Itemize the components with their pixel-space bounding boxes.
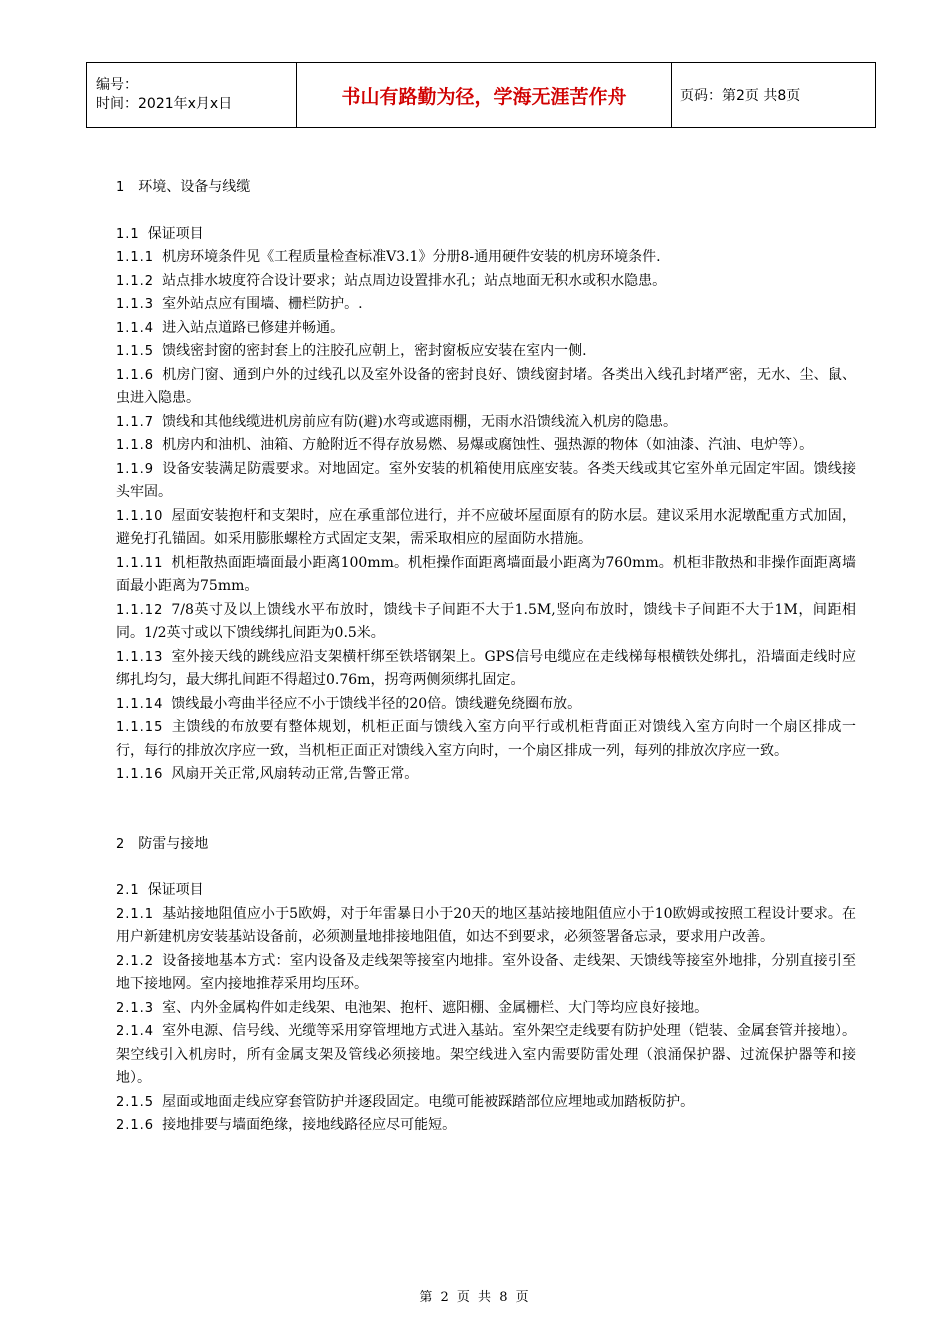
clause-text: 7/8英寸及以上馈线水平布放时，馈线卡子间距不大于1.5M,竖向布放时，馈线卡子间距不大于1M，间距相同。1/2英寸或以下馈线绑扎间距为0.5米。 (116, 601, 856, 641)
clause-text: 进入站点道路已修建并畅通。 (162, 319, 345, 336)
clause-text: 屋面安装抱杆和支架时，应在承重部位进行，并不应破坏屋面原有的防水层。建议采用水泥墩配重方式加固，避免打孔锚固。如采用膨胀螺栓方式固定支架，需采取相应的屋面防水措施。 (116, 507, 856, 547)
subsection-heading (116, 879, 856, 903)
section-title: 防雷与接地 (138, 835, 209, 852)
clause-number: 1.1.3 (116, 297, 155, 312)
clause-number: 1.1.14 (116, 696, 164, 712)
clause-text: 机柜散热面距墙面最小距离100mm。机柜操作面距离墙面最小距离为760mm。机柜非散热和非操作面距离墙面最小距离为75mm。 (116, 554, 856, 594)
clause-item (116, 364, 856, 411)
clause-number: 1.1.16 (116, 767, 164, 782)
clause-number: 1.1.15 (116, 720, 164, 735)
clause-item (116, 1091, 856, 1115)
clause-number: 1.1.8 (116, 438, 155, 453)
clause-text: 机房内和油机、油箱、方舱附近不得存放易燃、易爆或腐蚀性、强热源的物体（如油漆、汽油、电炉等）。 (162, 437, 814, 453)
section-heading (116, 833, 856, 857)
subsection-heading (116, 223, 856, 247)
subsection-number: 2.1 (116, 883, 140, 898)
header-page-label: 页码：第2页 共8页 (672, 63, 876, 128)
clause-item (116, 903, 856, 950)
header-time-label: 时间：2021年x月x日 (96, 96, 233, 112)
clause-item (116, 599, 856, 646)
clause-text: 站点排水坡度符合设计要求；站点周边设置排水孔；站点地面无积水或积水隐患。 (162, 272, 667, 289)
clause-text: 室外站点应有围墙、栅栏防护。. (162, 296, 363, 312)
header-code-label: 编号： (96, 77, 138, 93)
section-heading (116, 176, 856, 200)
clause-item (116, 997, 856, 1021)
header-meta-cell (87, 63, 297, 128)
clause-number: 2.1.5 (116, 1094, 155, 1110)
header-motto: 书山有路勤为径，学海无涯苦作舟 (297, 63, 672, 128)
clause-number: 1.1.5 (116, 344, 155, 359)
clause-number: 1.1.4 (116, 320, 155, 336)
clause-item (116, 646, 856, 693)
clause-item (116, 340, 856, 364)
section-number: 1 (116, 180, 125, 195)
clause-item (116, 950, 856, 997)
clause-text: 机房门窗、通到户外的过线孔以及室外设备的密封良好、馈线窗封堵。各类出入线孔封堵严密，无水、尘、鼠、虫进入隐患。 (116, 366, 856, 406)
clause-text: 主馈线的布放要有整体规划，机柜正面与馈线入室方向平行或机柜背面正对馈线入室方向时一个扇区排成一行，每行的排放次序应一致，当机柜正面正对馈线入室方向时，一个扇区排成一列，每列的排放次序应一致。 (116, 719, 856, 759)
clause-number: 1.1.6 (116, 367, 155, 383)
clause-text: 馈线和其他线缆进机房前应有防(避)水弯或遮雨棚，无雨水沿馈线流入机房的隐患。 (162, 413, 677, 430)
clause-number: 1.1.10 (116, 508, 164, 524)
subsection-title: 保证项目 (147, 882, 204, 898)
clause-text: 设备安装满足防震要求。对地固定。室外安装的机箱使用底座安装。各类天线或其它室外单元固定牢固。馈线接头牢固。 (116, 460, 856, 500)
clause-number: 1.1.1 (116, 250, 155, 265)
clause-number: 1.1.13 (116, 649, 164, 665)
clause-item (116, 1114, 856, 1138)
clause-item (116, 716, 856, 763)
clause-text: 馈线最小弯曲半径应不小于馈线半径的20倍。馈线避免绕圈布放。 (171, 695, 582, 712)
clause-text: 风扇开关正常,风扇转动正常,告警正常。 (171, 766, 419, 782)
clause-text: 室、内外金属构件如走线架、电池架、抱杆、遮阳棚、金属栅栏、大门等均应良好接地。 (162, 999, 709, 1016)
section-number: 2 (116, 836, 125, 852)
clause-item (116, 246, 856, 270)
section-title: 环境、设备与线缆 (138, 179, 251, 195)
clause-number: 2.1.2 (116, 953, 155, 969)
clause-item (116, 411, 856, 435)
clause-item (116, 293, 856, 317)
section-gap (116, 787, 856, 833)
clause-item (116, 434, 856, 458)
clause-number: 1.1.7 (116, 414, 155, 430)
clause-item (116, 317, 856, 341)
clause-number: 1.1.11 (116, 555, 164, 571)
clause-number: 2.1.6 (116, 1118, 155, 1133)
subsection-title: 保证项目 (147, 225, 204, 242)
clause-item (116, 1020, 856, 1091)
subsection-number: 1.1 (116, 226, 140, 242)
clause-text: 室外电源、信号线、光缆等采用穿管埋地方式进入基站。室外架空走线要有防护处理（铠装、金属套管并接地）。架空线引入机房时，所有金属支架及管线必须接地。架空线进入室内需要防雷处理（浪涌保护器、过流保护器等和接地）。 (116, 1023, 856, 1086)
clause-text: 接地排要与墙面绝缘，接地线路径应尽可能短。 (162, 1117, 457, 1133)
clause-item (116, 552, 856, 599)
clause-text: 室外接天线的跳线应沿支架横杆绑至铁塔钢架上。GPS信号电缆应在走线梯每根横铁处绑扎，沿墙面走线时应绑扎均匀，最大绑扎间距不得超过0.76m，拐弯两侧须绑扎固定。 (116, 648, 856, 688)
clause-number: 1.1.2 (116, 273, 155, 289)
document-body (116, 176, 856, 1138)
clause-text: 屋面或地面走线应穿套管防护并逐段固定。电缆可能被踩踏部位应埋地或加踏板防护。 (162, 1093, 695, 1110)
clause-text: 基站接地阻值应小于5欧姆，对于年雷暴日小于20天的地区基站接地阻值应小于10欧姆或按照工程设计要求。在用户新建机房安装基站设备前，必须测量地排接地阻值，如达不到要求，必须签署备忘录，要求用户改善。 (116, 905, 856, 945)
clause-number: 2.1.4 (116, 1024, 155, 1039)
clause-item (116, 693, 856, 717)
clause-number: 2.1.3 (116, 1000, 155, 1016)
clause-text: 机房环境条件见《工程质量检查标准V3.1》分册8-通用硬件安装的机房环境条件. (162, 249, 661, 265)
clause-item (116, 505, 856, 552)
clause-item (116, 270, 856, 294)
clause-number: 1.1.9 (116, 461, 155, 477)
clause-number: 1.1.12 (116, 602, 164, 618)
clause-item (116, 763, 856, 787)
page-footer: 第 2 页 共 8 页 (419, 1290, 531, 1305)
clause-item (116, 458, 856, 505)
clause-text: 馈线密封窗的密封套上的注胶孔应朝上，密封窗板应安装在室内一侧. (162, 343, 587, 359)
header-table (86, 62, 876, 128)
clause-text: 设备接地基本方式：室内设备及走线架等接室内地排。室外设备、走线架、天馈线等接室外地排，分别直接引至地下接地网。室内接地推荐采用均压环。 (116, 952, 856, 992)
clause-number: 2.1.1 (116, 906, 155, 922)
